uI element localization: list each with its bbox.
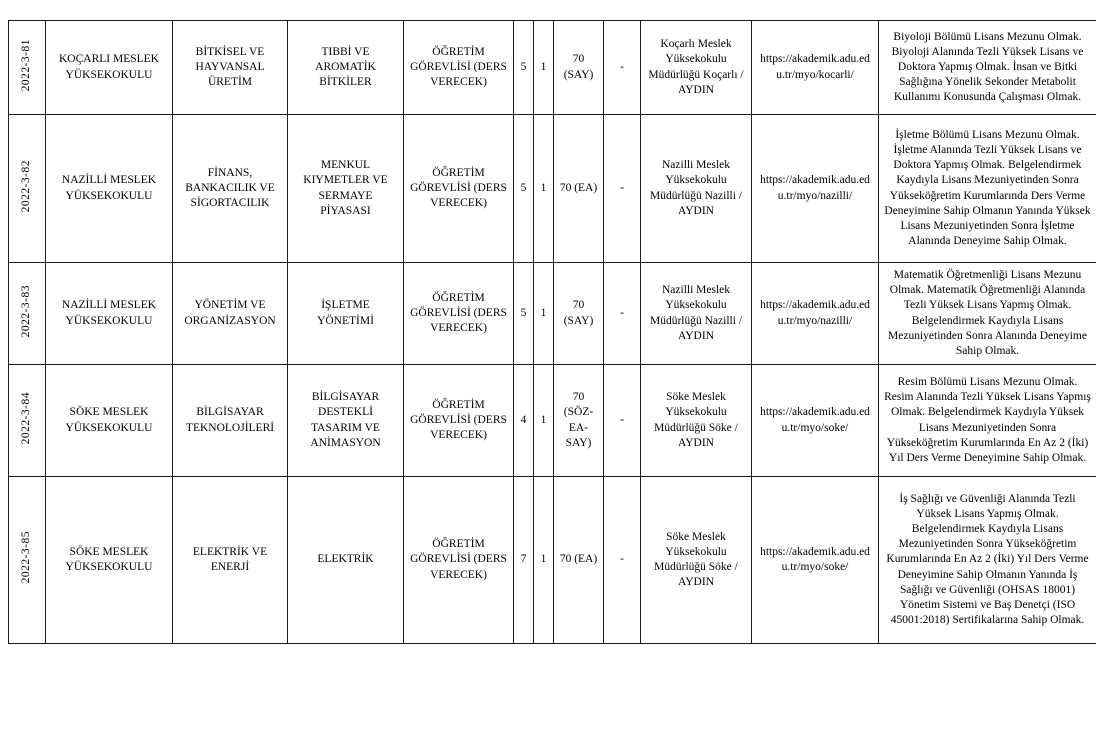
score-cell	[554, 21, 604, 115]
count-value: 1	[540, 306, 547, 319]
requirements-cell	[879, 477, 1096, 644]
url-text[interactable]: https://akademik.adu.edu.tr/myo/nazilli/	[760, 299, 870, 327]
requirements-cell	[879, 365, 1096, 477]
announcement-number: 2022-3-82	[20, 159, 33, 213]
grade-cell	[514, 365, 534, 477]
department-name: ELEKTRİK VE ENERJİ	[192, 545, 268, 573]
grade-value: 5	[520, 181, 527, 194]
requirements-cell	[879, 263, 1096, 365]
position-title-cell	[404, 477, 514, 644]
position-title: ÖĞRETİM GÖREVLİSİ (DERS VERECEK)	[410, 166, 507, 210]
application-office: Nazilli Meslek Yüksekokulu Müdürlüğü Nazilli / AYDIN	[650, 284, 742, 342]
url-text[interactable]: https://akademik.adu.edu.tr/myo/kocarli/	[760, 53, 870, 81]
requirements-text: Matematik Öğretmenliği Lisans Mezunu Olmak. Matematik Öğretmenliği Alanında Tezli Yüksek Lisans Yapmış Olmak. Belgelendirmek Kaydıyla Lisans Mezuniyetinden Sonra Alanında Deneyime Sahip Olmak.	[888, 268, 1087, 357]
program-name: ELEKTRİK	[317, 553, 374, 566]
school-name: SÖKE MESLEK YÜKSEKOKULU	[65, 406, 153, 434]
program-cell	[288, 21, 404, 115]
extra-value: -	[620, 60, 624, 73]
announcement-number-cell	[9, 365, 46, 477]
url-cell	[752, 365, 879, 477]
grade-value: 4	[520, 413, 527, 426]
department-cell	[173, 365, 288, 477]
application-office: Söke Meslek Yüksekokulu Müdürlüğü Söke / AYDIN	[654, 530, 738, 589]
table-row	[9, 115, 1096, 263]
extra-value: -	[620, 553, 624, 566]
school-cell	[46, 263, 173, 365]
application-office-cell	[641, 365, 752, 477]
announcement-number-cell	[9, 21, 46, 115]
position-title-cell	[404, 21, 514, 115]
count-value: 1	[540, 553, 547, 566]
count-cell	[534, 263, 554, 365]
announcement-number-cell	[9, 115, 46, 263]
job-postings-table	[8, 20, 1096, 644]
grade-cell	[514, 115, 534, 263]
url-cell	[752, 263, 879, 365]
program-cell	[288, 477, 404, 644]
announcement-number: 2022-3-85	[20, 531, 33, 584]
announcement-number: 2022-3-84	[20, 391, 33, 445]
requirements-text: Resim Bölümü Lisans Mezunu Olmak. Resim Alanında Tezli Yüksek Lisans Yapmış Olmak. Belgelendirmek Kaydıyla Yüksek Lisans Mezuniyetinden Sonra Yükseköğretim Kurumlarında En Az 2 (İki) Yıl Ders Verme Deneyimine Sahip Olmak.	[884, 375, 1091, 464]
count-cell	[534, 365, 554, 477]
count-value: 1	[540, 413, 547, 426]
school-cell	[46, 21, 173, 115]
count-value: 1	[540, 60, 547, 73]
application-office: Nazilli Meslek Yüksekokulu Müdürlüğü Nazilli / AYDIN	[650, 159, 742, 217]
url-text[interactable]: https://akademik.adu.edu.tr/myo/soke/	[760, 406, 870, 434]
school-name: KOÇARLI MESLEK YÜKSEKOKULU	[59, 53, 159, 81]
department-name: YÖNETİM VE ORGANİZASYON	[184, 299, 276, 327]
department-cell	[173, 263, 288, 365]
requirements-text: Biyoloji Bölümü Lisans Mezunu Olmak. Biyoloji Alanında Tezli Yüksek Lisans ve Doktora Yapmış Olmak. İnsan ve Bitki Sağlığına Yönelik Sekonder Metabolit Kullanımı Konusunda Çalışması Olmak.	[891, 30, 1084, 104]
score-cell	[554, 263, 604, 365]
grade-cell	[514, 21, 534, 115]
grade-value: 5	[520, 306, 527, 319]
score-value: 70 (EA)	[559, 553, 598, 566]
position-title-cell	[404, 365, 514, 477]
department-cell	[173, 21, 288, 115]
grade-value: 7	[520, 553, 527, 566]
table-body	[9, 21, 1096, 644]
school-cell	[46, 365, 173, 477]
requirements-cell	[879, 21, 1096, 115]
table-row	[9, 21, 1096, 115]
position-title: ÖĞRETİM GÖREVLİSİ (DERS VERECEK)	[410, 291, 507, 335]
program-name: İŞLETME YÖNETİMİ	[317, 299, 374, 327]
grade-value: 5	[520, 60, 527, 73]
position-title: ÖĞRETİM GÖREVLİSİ (DERS VERECEK)	[410, 398, 507, 442]
grade-cell	[514, 263, 534, 365]
announcement-number-cell	[9, 477, 46, 644]
program-cell	[288, 263, 404, 365]
count-value: 1	[540, 181, 547, 194]
announcement-number: 2022-3-83	[20, 284, 33, 338]
requirements-text: İş Sağlığı ve Güvenliği Alanında Tezli Yüksek Lisans Yapmış Olmak. Belgelendirmek Kaydıyla Lisans Mezuniyetinden Sonra Yükseköğretim Kurumlarında En Az 2 (İki) Yıl Ders Verme Deneyimine Sahip Olmanın Yanında İş Sağlığı ve Güvenliği (OHSAS 18001) Yönetim Sistemi ve Baş Denetçi (ISO 45001:2018) Sertifikalarına Sahip Olmak.	[886, 492, 1089, 627]
extra-cell	[604, 115, 641, 263]
count-cell	[534, 115, 554, 263]
position-title: ÖĞRETİM GÖREVLİSİ (DERS VERECEK)	[410, 45, 507, 89]
extra-cell	[604, 365, 641, 477]
application-office-cell	[641, 115, 752, 263]
url-text[interactable]: https://akademik.adu.edu.tr/myo/soke/	[760, 545, 870, 573]
score-cell	[554, 365, 604, 477]
application-office: Söke Meslek Yüksekokulu Müdürlüğü Söke / AYDIN	[654, 391, 738, 449]
score-value: 70 (EA)	[559, 181, 598, 194]
school-name: SÖKE MESLEK YÜKSEKOKULU	[65, 545, 153, 573]
requirements-cell	[879, 115, 1096, 263]
position-title-cell	[404, 263, 514, 365]
program-cell	[288, 365, 404, 477]
score-cell	[554, 477, 604, 644]
announcement-number: 2022-3-81	[20, 38, 33, 92]
school-name: NAZİLLİ MESLEK YÜKSEKOKULU	[61, 174, 157, 202]
extra-value: -	[620, 306, 624, 319]
position-title-cell	[404, 115, 514, 263]
extra-cell	[604, 263, 641, 365]
score-value: 70 (SAY)	[563, 53, 594, 81]
application-office-cell	[641, 263, 752, 365]
application-office-cell	[641, 21, 752, 115]
extra-value: -	[620, 413, 624, 426]
table-row	[9, 263, 1096, 365]
department-cell	[173, 115, 288, 263]
table-row	[9, 477, 1096, 644]
count-cell	[534, 477, 554, 644]
extra-cell	[604, 21, 641, 115]
program-cell	[288, 115, 404, 263]
position-title: ÖĞRETİM GÖREVLİSİ (DERS VERECEK)	[410, 538, 507, 581]
score-value: 70 (SÖZ-EA-SAY)	[563, 391, 594, 449]
program-name: MENKUL KIYMETLER VE SERMAYE PİYASASI	[303, 159, 388, 217]
score-cell	[554, 115, 604, 263]
requirements-text: İşletme Bölümü Lisans Mezunu Olmak. İşletme Alanında Tezli Yüksek Lisans ve Doktora Yapmış Olmak. Belgelendirmek Kaydıyla Lisans Mezuniyetinden Sonra Yükseköğretim Kurumlarında Ders Verme Deneyimine Sahip Olmanın Yanında Yüksek Lisans Mezuniyetinden Sonra İşletme Alanında Deneyime Sahip Olmak.	[884, 128, 1091, 248]
department-name: FİNANS, BANKACILIK VE SİGORTACILIK	[185, 166, 275, 210]
announcement-number-cell	[9, 263, 46, 365]
department-name: BİTKİSEL VE HAYVANSAL ÜRETİM	[195, 45, 265, 89]
department-name: BİLGİSAYAR TEKNOLOJİLERİ	[185, 406, 275, 434]
url-text[interactable]: https://akademik.adu.edu.tr/myo/nazilli/	[760, 174, 870, 202]
school-name: NAZİLLİ MESLEK YÜKSEKOKULU	[61, 299, 157, 327]
count-cell	[534, 21, 554, 115]
program-name: BİLGİSAYAR DESTEKLİ TASARIM VE ANİMASYON	[310, 391, 381, 449]
department-cell	[173, 477, 288, 644]
url-cell	[752, 477, 879, 644]
program-name: TIBBİ VE AROMATİK BİTKİLER	[315, 45, 376, 89]
score-value: 70 (SAY)	[563, 299, 594, 327]
extra-value: -	[620, 181, 624, 194]
url-cell	[752, 21, 879, 115]
school-cell	[46, 115, 173, 263]
application-office-cell	[641, 477, 752, 644]
table-row	[9, 365, 1096, 477]
url-cell	[752, 115, 879, 263]
extra-cell	[604, 477, 641, 644]
grade-cell	[514, 477, 534, 644]
school-cell	[46, 477, 173, 644]
application-office: Koçarlı Meslek Yüksekokulu Müdürlüğü Koçarlı / AYDIN	[648, 38, 744, 96]
